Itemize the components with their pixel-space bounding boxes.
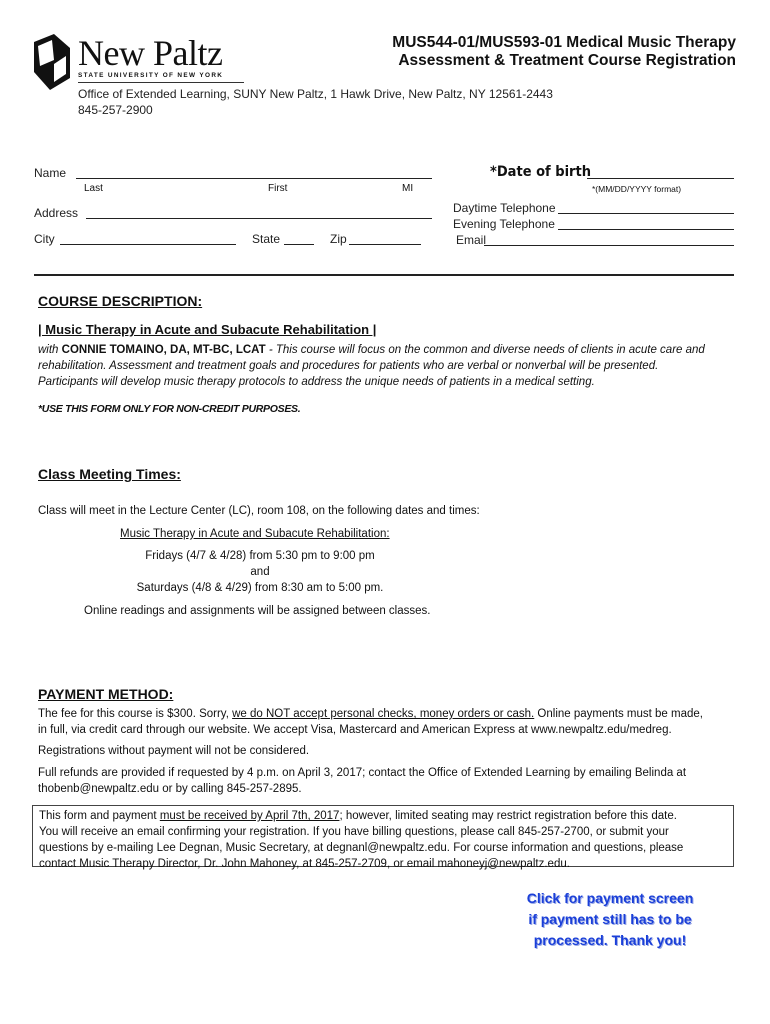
meeting-intro: Class will meet in the Lecture Center (LC), room 108, on the following dates and times:	[38, 505, 480, 517]
payment-no-payment: Registrations without payment will not be considered.	[38, 745, 310, 757]
office-address: Office of Extended Learning, SUNY New Paltz, 1 Hawk Drive, New Paltz, NY 12561-2443	[78, 87, 553, 101]
deadline-text-pre: This form and payment	[39, 810, 160, 822]
logo-tagline: STATE UNIVERSITY OF NEW YORK	[78, 72, 224, 79]
name-field[interactable]	[76, 166, 432, 179]
instructor-name: CONNIE TOMAINO, DA, MT-BC, LCAT	[61, 344, 266, 356]
course-title-line2: Assessment & Treatment Course Registration	[398, 52, 736, 69]
state-label: State	[252, 232, 281, 246]
office-phone: 845-257-2900	[78, 103, 153, 117]
course-description-line2: rehabilitation. Assessment and treatment goals and procedures for patients who are verbal or nonverbal will be presented.	[38, 360, 659, 372]
meeting-and: and	[250, 566, 270, 578]
meeting-fridays: Fridays (4/7 & 4/28) from 5:30 pm to 9:00 pm	[145, 550, 375, 562]
last-sublabel: Last	[84, 183, 103, 194]
meeting-times-heading: Class Meeting Times:	[38, 466, 181, 482]
zip-field[interactable]	[349, 232, 421, 245]
payment-screen-link[interactable]	[510, 888, 710, 951]
name-label: Name	[34, 166, 67, 180]
state-field[interactable]	[284, 232, 314, 245]
cta-line2: if payment still has to be	[528, 911, 692, 927]
course-description-heading: COURSE DESCRIPTION:	[38, 293, 203, 309]
email-field[interactable]	[484, 233, 734, 246]
no-checks-notice: we do NOT accept personal checks, money orders or cash.	[232, 708, 535, 720]
refund-line1: Full refunds are provided if requested by 4 p.m. on April 3, 2017; contact the Office of Extended Learning by emailing Belinda at	[38, 767, 687, 779]
cta-line1: Click for payment screen	[526, 890, 694, 906]
city-label: City	[34, 232, 55, 246]
deadline-line3: questions by e-mailing Lee Degnan, Music Secretary, at degnanl@newpaltz.edu. For course information and questions, please	[39, 842, 684, 854]
zip-label: Zip	[330, 232, 347, 246]
with-text: with	[38, 344, 59, 356]
dob-label: *Date of birth	[490, 164, 592, 180]
deadline-text-post: ; however, limited seating may restrict registration before this date.	[339, 810, 677, 822]
evening-phone-field[interactable]	[558, 217, 734, 230]
course-description-line3: Participants will develop music therapy protocols to address the unique needs of patients in a medical setting.	[38, 376, 595, 388]
payment-fee-line2: in full, via credit card through our website. We accept Visa, Mastercard and American Express at www.newpaltz.edu/medreg.	[38, 724, 672, 736]
payment-fee-line1	[38, 706, 703, 722]
daytime-phone-field[interactable]	[558, 201, 734, 214]
deadline-line2: You will receive an email confirming your registration. If you have billing questions, please call 845-257-2700, or submit your	[39, 826, 669, 838]
logo-rule	[78, 82, 244, 83]
deadline-line4: contact Music Therapy Director, Dr. John Mahoney, at 845-257-2709, or email mahoneyj@newpaltz.edu.	[39, 858, 570, 870]
address-field[interactable]	[86, 206, 432, 219]
daytime-phone-label: Daytime Telephone	[453, 201, 556, 215]
course-description-line1	[38, 342, 738, 358]
meeting-saturdays: Saturdays (4/8 & 4/29) from 8:30 am to 5:00 pm.	[136, 582, 384, 594]
email-label: Email	[456, 233, 487, 247]
mi-sublabel: MI	[402, 183, 414, 194]
payment-heading: PAYMENT METHOD:	[38, 686, 174, 702]
refund-line2: thobenb@newpaltz.edu or by calling 845-257-2895.	[38, 783, 302, 795]
dob-field[interactable]	[587, 166, 734, 179]
course-title-line1: MUS544-01/MUS593-01 Medical Music Therapy	[392, 34, 736, 51]
deadline-box	[32, 805, 734, 870]
form-divider	[34, 274, 734, 276]
cta-line3: processed. Thank you!	[533, 932, 687, 948]
logo-wordmark: New Paltz	[78, 33, 223, 73]
course-name: | Music Therapy in Acute and Subacute Rehabilitation |	[38, 322, 377, 337]
dob-format-hint: *(MM/DD/YYYY format)	[592, 184, 682, 194]
new-paltz-logo-mark-icon	[34, 34, 70, 90]
meeting-course-name: Music Therapy in Acute and Subacute Rehabilitation:	[120, 528, 390, 540]
city-field[interactable]	[60, 232, 236, 245]
non-credit-note: *USE THIS FORM ONLY FOR NON-CREDIT PURPOSES.	[38, 403, 301, 415]
deadline-line1	[39, 808, 727, 824]
first-sublabel: First	[268, 183, 288, 194]
fee-text-post: Online payments must be made,	[534, 708, 703, 720]
evening-phone-label: Evening Telephone	[453, 217, 555, 231]
address-label: Address	[34, 206, 79, 220]
fee-text: The fee for this course is $300. Sorry,	[38, 708, 233, 720]
new-paltz-logo	[34, 34, 224, 90]
meeting-online: Online readings and assignments will be assigned between classes.	[84, 605, 431, 617]
description-text-1: - This course will focus on the common and diverse needs of clients in acute care and	[265, 344, 705, 356]
deadline-date: must be received by April 7th, 2017	[159, 810, 340, 822]
